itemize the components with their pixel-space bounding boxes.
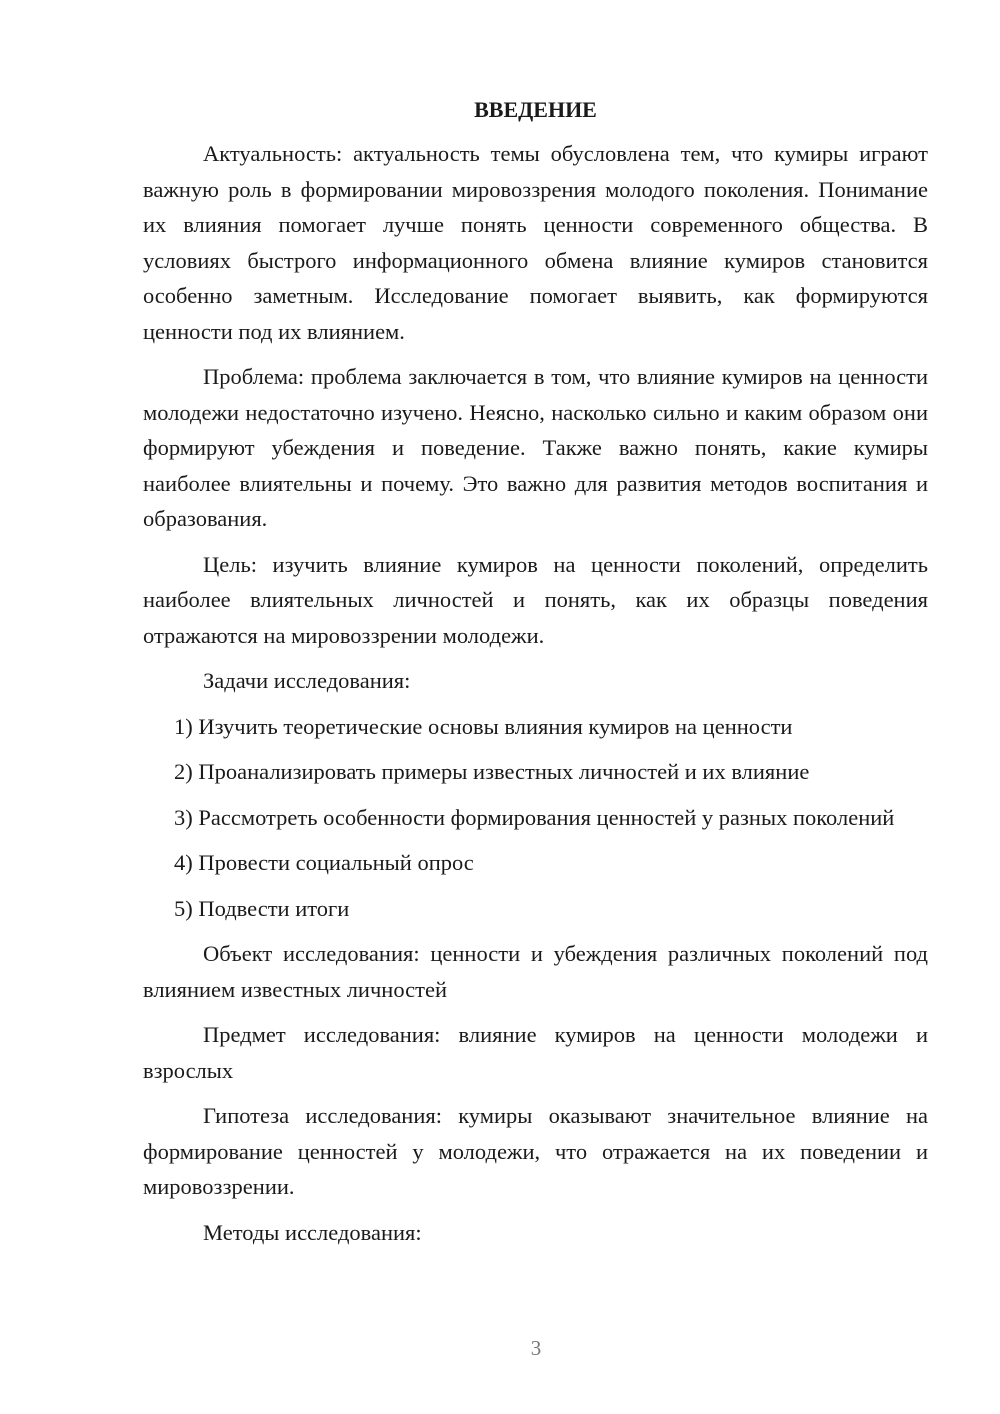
subject-paragraph: Предмет исследования: влияние кумиров на ценности молодежи и взрослых	[143, 1022, 928, 1083]
relevance-paragraph: Актуальность: актуальность темы обусловлена тем, что кумиры играют важную роль в формировании мировоззрения молодого поколения. Понимание их влияния помогает лучше понять ценности современного общества. В условиях быстрого информационного обмена влияние кумиров становится особенно заметным. Исследование помогает выявить, как формируются ценности под их влиянием.	[143, 141, 928, 344]
task-item-5: 5) Подвести итоги	[174, 895, 350, 921]
goal-paragraph: Цель: изучить влияние кумиров на ценности поколений, определить наиболее влиятельных личностей и понять, как их образцы поведения отражаются на мировоззрении молодежи.	[143, 551, 928, 648]
tasks-heading: Задачи исследования:	[203, 668, 411, 693]
methods-heading: Методы исследования:	[203, 1219, 422, 1245]
page-content	[143, 94, 928, 1250]
problem-paragraph: Проблема: проблема заключается в том, что влияние кумиров на ценности молодежи недостаточно изучено. Неясно, насколько сильно и каким образом они формируют убеждения и поведение. Также важно понять, какие кумиры наиболее влиятельны и почему. Это важно для развития методов воспитания и образования.	[143, 364, 928, 531]
task-item-2: 2) Проанализировать примеры известных личностей и их влияние	[174, 759, 810, 784]
task-item-3: 3) Рассмотреть особенности формирования ценностей у разных поколений	[174, 804, 895, 830]
object-paragraph: Объект исследования: ценности и убеждения различных поколений под влиянием известных личностей	[143, 941, 928, 1002]
task-item-4: 4) Провести социальный опрос	[174, 850, 474, 875]
section-title: ВВЕДЕНИЕ	[474, 97, 597, 122]
task-item-1: 1) Изучить теоретические основы влияния кумиров на ценности	[174, 713, 793, 739]
hypothesis-paragraph: Гипотеза исследования: кумиры оказывают значительное влияние на формирование ценностей у молодежи, что отражается на их поведении и мировоззрении.	[143, 1103, 928, 1199]
page-number: 3	[530, 1336, 542, 1360]
